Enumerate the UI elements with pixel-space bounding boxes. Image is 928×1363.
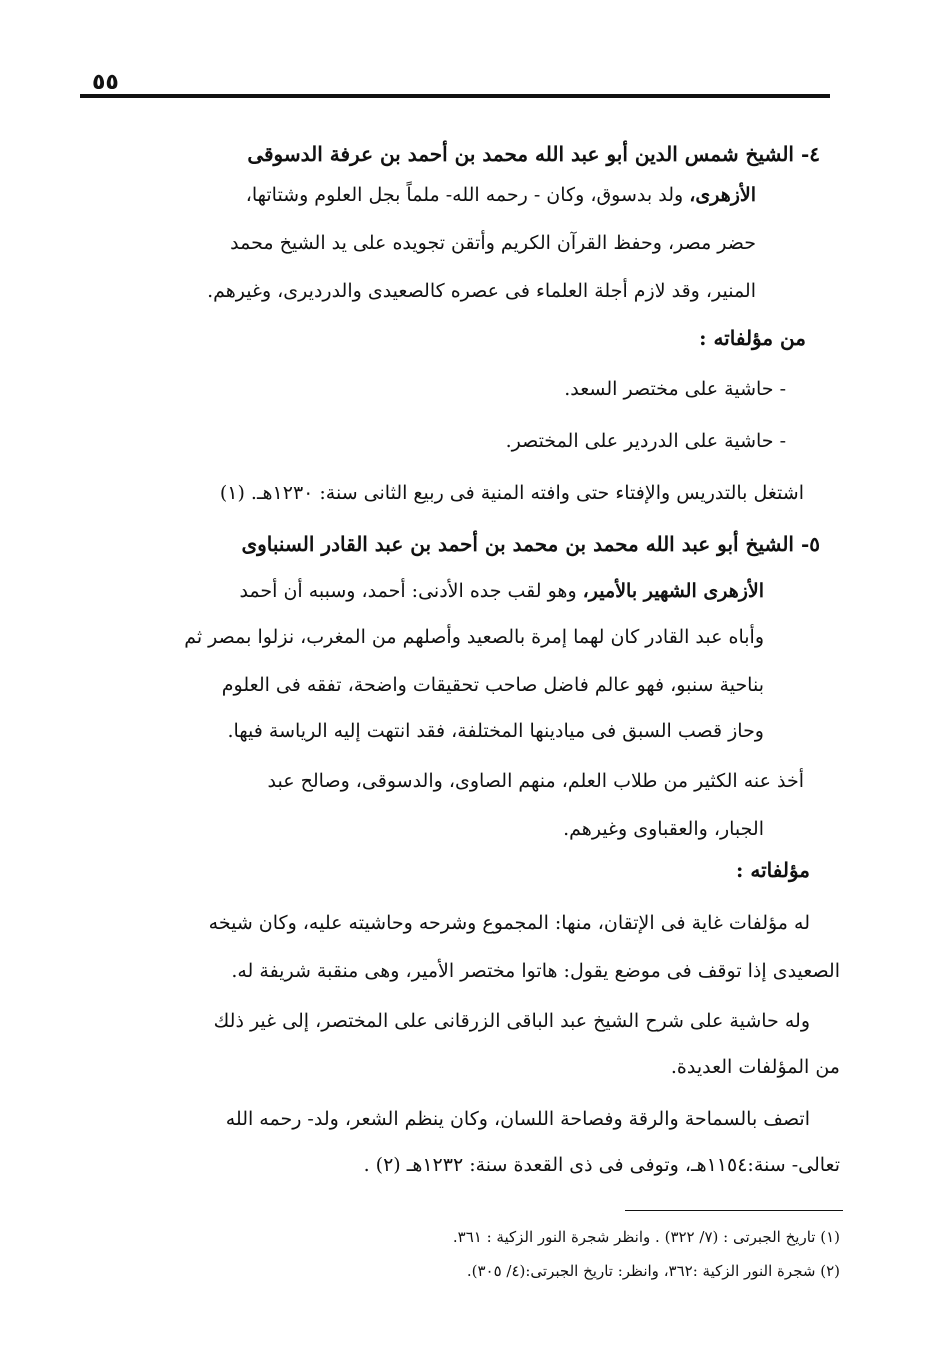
bio5-works-line-1: له مؤلفات غاية فى الإتقان، منها: المجموع وشرحه وحاشيته عليه، وكان شيخه bbox=[208, 912, 810, 934]
bio4-line-4: المنير، وقد لازم أجلة العلماء فى عصره كالصعيدى والدرديرى، وغيرهم. bbox=[207, 280, 756, 302]
bio4-line-2-rest: ولد بدسوق، وكان - رحمه الله- ملماً بجل العلوم وشتاتها، bbox=[245, 184, 690, 206]
bio5-line-2-rest: وهو لقب جده الأدنى: أحمد، وسببه أن أحمد bbox=[239, 580, 583, 602]
bio5-students-line-1: أخذ عنه الكثير من طلاب العلم، منهم الصاوى، والدسوقى، وصالح عبد bbox=[267, 770, 804, 792]
footnote-2: (٢) شجرة النور الزكية :٣٦٢، وانظر: تاريخ الجبرتى:(٤/ ٣٠٥). bbox=[466, 1262, 840, 1280]
footnote-rule bbox=[625, 1210, 843, 1211]
bio5-works-line-2: الصعيدى إذا توقف فى موضع يقول: هاتوا مختصر الأمير، وهى منقبة شريفة له. bbox=[231, 960, 840, 982]
bio4-work-item: - حاشية على مختصر السعد. bbox=[564, 378, 786, 400]
bio5-line-3: وأباه عبد القادر كان لهما إمرة بالصعيد وأصلهم من المغرب، نزلوا بمصر ثم bbox=[184, 626, 764, 648]
bio5-works-heading: مؤلفاته : bbox=[736, 858, 810, 882]
bio5-line-5: وحاز قصب السبق فى ميادينها المختلفة، فقد انتهت إليه الرياسة فيها. bbox=[227, 720, 764, 742]
bio4-line-3: حضر مصر، وحفظ القرآن الكريم وأتقن تجويده على يد الشيخ محمد bbox=[230, 232, 756, 254]
bio5-title-line: ٥- الشيخ أبو عبد الله محمد بن محمد بن أحمد بن عبد القادر السنباوى bbox=[241, 532, 820, 556]
bio4-line-2 bbox=[246, 184, 756, 206]
bio5-line-2 bbox=[239, 580, 764, 602]
bio5-traits-line-2: تعالى- سنة:١١٥٤هـ، وتوفى فى ذى القعدة سنة: ١٢٣٢هـ (٢) . bbox=[363, 1154, 840, 1176]
bio5-traits-line-1: اتصف بالسماحة والرقة وفصاحة اللسان، وكان ينظم الشعر، ولد- رحمه الله bbox=[225, 1108, 810, 1130]
bio4-work-item: - حاشية على الدردير على المختصر. bbox=[505, 430, 786, 452]
bio4-works-heading: من مؤلفاته : bbox=[699, 326, 806, 350]
page-number: ٥٥ bbox=[92, 70, 119, 95]
footnote-1: (١) تاريخ الجبرتى : (٧/ ٣٢٢) . وانظر شجرة النور الزكية : ٣٦١. bbox=[452, 1228, 840, 1246]
bio5-students-line-2: الجبار، والعقباوى وغيرهم. bbox=[563, 818, 764, 840]
bio4-nisba: الأزهرى، bbox=[689, 184, 756, 206]
header-rule bbox=[80, 94, 830, 98]
bio5-works-line-4: من المؤلفات العديدة. bbox=[670, 1056, 840, 1078]
bio5-nisba: الأزهرى الشهير بالأمير، bbox=[582, 580, 764, 602]
bio4-death-note: اشتغل بالتدريس والإفتاء حتى وافته المنية فى ربيع الثانى سنة: ١٢٣٠هـ. (١) bbox=[219, 482, 804, 504]
bio5-line-4: بناحية سنبو، فهو عالم فاضل صاحب تحقيقات واضحة، تفقه فى العلوم bbox=[221, 674, 764, 696]
bio4-title-line: ٤- الشيخ شمس الدين أبو عبد الله محمد بن أحمد بن عرفة الدسوقى bbox=[247, 142, 820, 166]
bio5-works-line-3: وله حاشية على شرح الشيخ عبد الباقى الزرقانى على المختصر، إلى غير ذلك bbox=[213, 1010, 810, 1032]
